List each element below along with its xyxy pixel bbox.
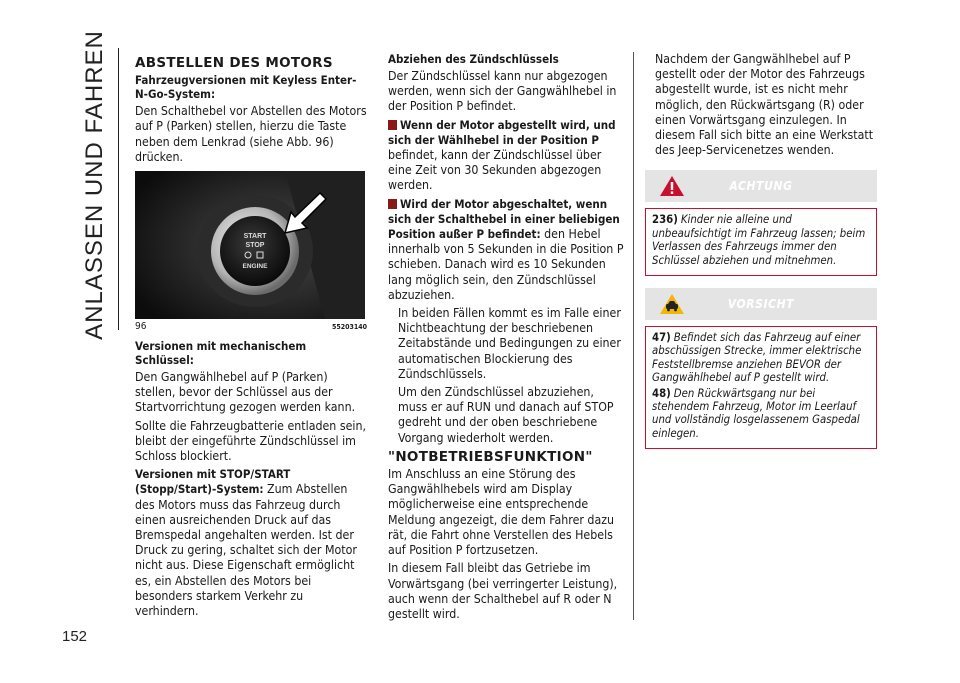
paragraph: Der Zündschlüssel kann nur abgezogen werden, wenn sich der Gangwählhebel in der Position P befindet. bbox=[388, 69, 617, 114]
button-label-engine: ENGINE bbox=[242, 263, 268, 271]
book-icon bbox=[388, 199, 397, 209]
paragraph: Sollte die Fahrzeugbatterie entladen sein, bleibt der eingeführte Zündschlüssel im Schloss blockiert. bbox=[135, 418, 367, 464]
item-number: 236) bbox=[652, 213, 678, 227]
button-label-start: START bbox=[243, 233, 267, 241]
book-icon bbox=[388, 120, 397, 130]
subheading-keyless: Fahrzeugversionen mit Keyless Enter-N-Go-System: bbox=[135, 73, 357, 102]
paragraph: Im Anschluss an eine Störung des Gangwählhebels wird am Display möglicherweise eine entsprechende Meldung angezeigt, die dem Fahrer dazu rät, die Fahrt ohne Verstellen des Hebels auf Position P fortzusetzen. bbox=[388, 467, 615, 558]
button-label-stop: STOP bbox=[245, 242, 265, 250]
item-number: 47) bbox=[652, 331, 671, 345]
section-heading: ABSTELLEN DES MOTORS bbox=[135, 55, 333, 71]
paragraph-text: Zum Abstellen des Motors muss das Fahrzeug durch einen ausreichenden Druck auf das Bremspedal angehalten werden. Ist der Druck zu gering, schaltet sich der Motor nicht aus. Diese Eigenschaft ermöglicht es, ein Abstellen des Motors bei besonders starkem Verkehr zu verhindern. bbox=[135, 482, 357, 619]
item-text: Den Rückwärtsgang nur bei stehendem Fahrzeug, Motor im Leerlauf und vollständig losgelassenem Gaspedal einlegen. bbox=[652, 386, 860, 440]
warning-item bbox=[652, 213, 870, 267]
paragraph: Den Gangwählhebel auf P (Parken) stellen, bevor der Schlüssel aus der Startvorrichtung gezogen werden kann. bbox=[135, 370, 356, 415]
banner-label: ACHTUNG bbox=[729, 179, 793, 194]
subheading-key-removal: Abziehen des Zündschlüssels bbox=[388, 52, 559, 66]
figure-code: 55203140 bbox=[331, 323, 367, 332]
banner-label: VORSICHT bbox=[727, 297, 795, 312]
caution-item bbox=[652, 387, 870, 441]
bullet-title: Wenn der Motor abgestellt wird, und sich der Wählhebel in der Position P bbox=[388, 117, 616, 147]
item-number: 48) bbox=[652, 386, 671, 400]
figure-caption bbox=[135, 321, 367, 333]
caution-banner-vorsicht bbox=[645, 288, 877, 320]
column-2 bbox=[388, 52, 626, 625]
subheading-mechanical-key: Versionen mit mechanischem Schlüssel: bbox=[135, 339, 307, 368]
paragraph: Nachdem der Gangwählhebel auf P gestellt oder der Motor des Fahrzeugs abgestellt wurde, ist es nicht mehr möglich, den Rückwärtsgang (R) oder einen Vorwärtsgang einzulegen. In diesem Fall sich bitte an eine Werkstatt des Jeep-Servicenetzes wenden. bbox=[655, 52, 874, 158]
paragraph: In diesem Fall bleibt das Getriebe im Vorwärtsgang (bei verringerter Leistung), auch wenn der Schalthebel auf R oder N gestellt wird. bbox=[388, 561, 618, 621]
bullet-item bbox=[388, 197, 626, 303]
item-text: Befindet sich das Fahrzeug auf einer abschüssigen Strecke, immer elektrische Feststellbremse anziehen BEVOR der Gangwählhebel auf P gestellt wird. bbox=[652, 331, 862, 385]
bullet-text: befindet, kann der Zündschlüssel über eine Zeit von 30 Sekunden abgezogen werden. bbox=[388, 148, 602, 193]
warning-box bbox=[645, 208, 877, 276]
bullet-title: Wird der Motor abgeschaltet, wenn sich der Schalthebel in einer beliebigen Position außer P befindet: bbox=[388, 196, 620, 242]
paragraph: In beiden Fällen kommt es im Falle einer Nichtbeachtung der beschriebenen Zeitabstände und Bedingungen zu einer automatischen Blockierung des Zündschlüssels. bbox=[398, 306, 621, 381]
start-stop-photo bbox=[135, 171, 365, 319]
figure-number: 96 bbox=[135, 321, 147, 333]
bullet-item bbox=[388, 118, 626, 194]
section-heading-emergency: "NOTBETRIEBSFUNKTION" bbox=[388, 448, 593, 465]
bullet-text: den Hebel innerhalb von 5 Sekunden in die Position P schieben. Danach wird es 10 Sekunden lang möglich sein, den Zündschlüssel abzuziehen. bbox=[388, 227, 624, 302]
warning-banner-achtung bbox=[645, 170, 877, 202]
paragraph: Um den Zündschlüssel abzuziehen, muss er auf RUN und danach auf STOP gedreht und der oben beschriebene Vorgang wiederholt werden. bbox=[398, 385, 614, 445]
subheading-stop-start: Versionen mit STOP/START (Stopp/Start)-System: bbox=[135, 467, 291, 497]
side-divider bbox=[118, 48, 119, 330]
chapter-side-title: ANLASSEN UND FAHREN bbox=[81, 30, 108, 340]
paragraph: Den Schalthebel vor Abstellen des Motors auf P (Parken) stellen, hierzu die Taste neben dem Lenkrad (siehe Abb. 96) drücken. bbox=[135, 104, 367, 164]
item-text: Kinder nie alleine und unbeaufsichtigt im Fahrzeug lassen; beim Verlassen des Fahrzeugs immer den Schlüssel abziehen und mitnehmen. bbox=[652, 213, 866, 267]
column-1 bbox=[135, 52, 367, 622]
figure-start-stop-button bbox=[135, 171, 365, 319]
page-number: 152 bbox=[62, 628, 88, 645]
paragraph-stop-start bbox=[135, 467, 367, 619]
caution-box bbox=[645, 326, 877, 449]
column-3 bbox=[645, 52, 877, 457]
caution-item bbox=[652, 331, 870, 385]
column-divider bbox=[633, 52, 634, 620]
